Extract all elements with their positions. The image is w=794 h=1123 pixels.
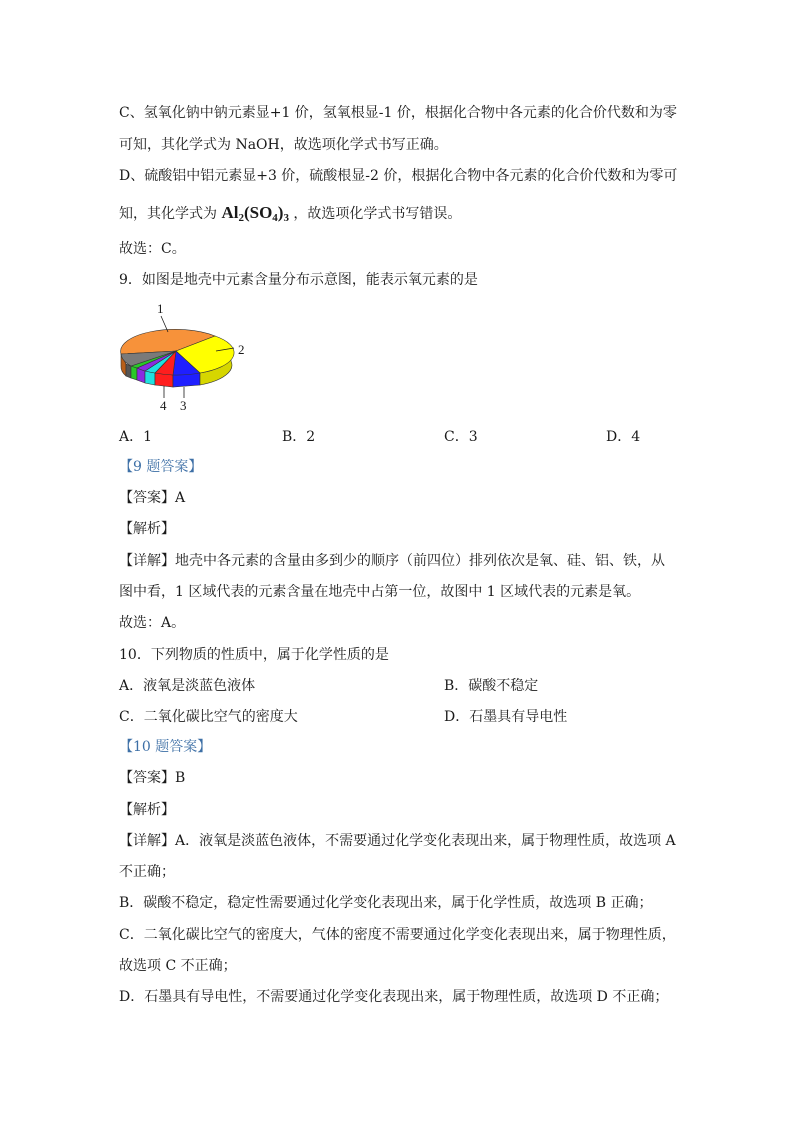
q10-answer: 【答案】B xyxy=(119,770,186,786)
q10-option-b: B．碳酸不稳定 xyxy=(444,678,539,694)
q9-answer-tag: 【9 题答案】 xyxy=(119,459,203,475)
q10-detail-d: D．石墨具有导电性，不需要通过化学变化表现出来，属于物理性质，故选项 D 不正确； xyxy=(119,989,669,1005)
q9-analysis-tag: 【解析】 xyxy=(119,521,175,537)
q10-detail-c-line1: C．二氧化碳比空气的密度大，气体的密度不需要通过化学变化表现出来，属于物理性质， xyxy=(119,927,676,943)
q10-detail-a-line2: 不正确； xyxy=(119,864,175,880)
chemical-formula: $Al_2(SO_4)_3$ xyxy=(221,203,289,224)
text-segment: 知，其化学式为 xyxy=(119,206,217,222)
option-d-explanation-line1: D、硫酸铝中铝元素显+3 价，硫酸根显-2 价，根据化合物中各元素的化合价代数和为零可 xyxy=(119,168,678,184)
q10-option-a: A．液氧是淡蓝色液体 xyxy=(119,678,256,694)
q10-detail-b: B．碳酸不稳定，稳定性需要通过化学变化表现出来，属于化学性质，故选项 B 正确； xyxy=(119,895,653,911)
q9-option-d: D．4 xyxy=(606,429,641,445)
crust-element-pie-chart xyxy=(118,298,258,416)
pie-side-cyan xyxy=(145,371,155,385)
q9-detail-line2: 图中看，1 区域代表的元素含量在地壳中占第一位，故图中 1 区域代表的元素是氧。 xyxy=(119,584,641,600)
option-c-explanation-line1: C、氢氧化钠中钠元素显+1 价，氢氧根显-1 价，根据化合物中各元素的化合价代数和为零 xyxy=(119,105,677,121)
pie-label-4: 4 xyxy=(160,398,167,413)
pie-label-3: 3 xyxy=(180,398,187,413)
q9-option-a: A．1 xyxy=(119,429,153,445)
q10-option-d: D．石墨具有导电性 xyxy=(444,709,568,725)
q9-final-answer: 故选：A。 xyxy=(119,615,186,631)
q10-answer-tag: 【10 题答案】 xyxy=(119,739,212,755)
text-segment: ，故选项化学式书写错误。 xyxy=(293,206,462,222)
question-10-stem: 10．下列物质的性质中，属于化学性质的是 xyxy=(119,647,389,663)
question-9-stem: 9．如图是地壳中元素含量分布示意图，能表示氧元素的是 xyxy=(119,272,478,288)
option-c-explanation-line2: 可知，其化学式为 NaOH，故选项化学式书写正确。 xyxy=(119,137,448,153)
pie-chart-svg xyxy=(118,298,258,416)
option-d-explanation-line2 xyxy=(119,204,461,227)
pie-label-1: 1 xyxy=(157,301,164,316)
q10-detail-c-line2: 故选项 C 不正确； xyxy=(119,958,237,974)
pie-label-2: 2 xyxy=(238,342,245,357)
q10-analysis-tag: 【解析】 xyxy=(119,802,175,818)
q9-answer: 【答案】A xyxy=(119,490,186,506)
q9-option-b: B．2 xyxy=(282,429,316,445)
q10-option-c: C．二氧化碳比空气的密度大 xyxy=(119,709,298,725)
q9-detail-line1: 【详解】地壳中各元素的含量由多到少的顺序（前四位）排列依次是氧、硅、铝、铁，从 xyxy=(119,553,665,569)
previous-answer: 故选：C。 xyxy=(119,241,186,257)
pie-side-green xyxy=(131,366,137,380)
q9-option-c: C．3 xyxy=(444,429,478,445)
pie-side-gray xyxy=(126,364,131,378)
q10-detail-a-line1: 【详解】A．液氧是淡蓝色液体，不需要通过化学变化表现出来，属于物理性质，故选项 A xyxy=(119,833,676,849)
